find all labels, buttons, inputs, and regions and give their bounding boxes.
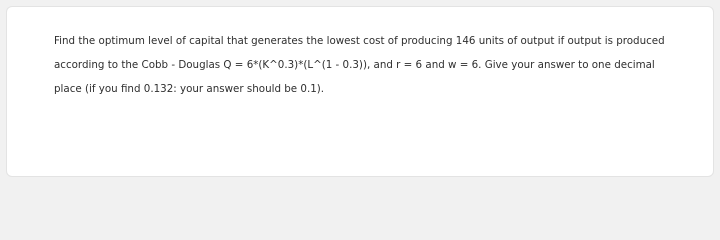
question-line-1: Find the optimum level of capital that generates the lowest cost of producing 146 units of output if output is produced: [54, 35, 665, 47]
question-text: [54, 29, 694, 101]
question-line-2: according to the Cobb - Douglas Q = 6*(K^0.3)*(L^(1 - 0.3)), and r = 6 and w = 6. Give your answer to one decimal: [54, 59, 655, 71]
question-card: [6, 6, 714, 177]
question-line-3: place (if you find 0.132: your answer should be 0.1).: [54, 83, 325, 95]
